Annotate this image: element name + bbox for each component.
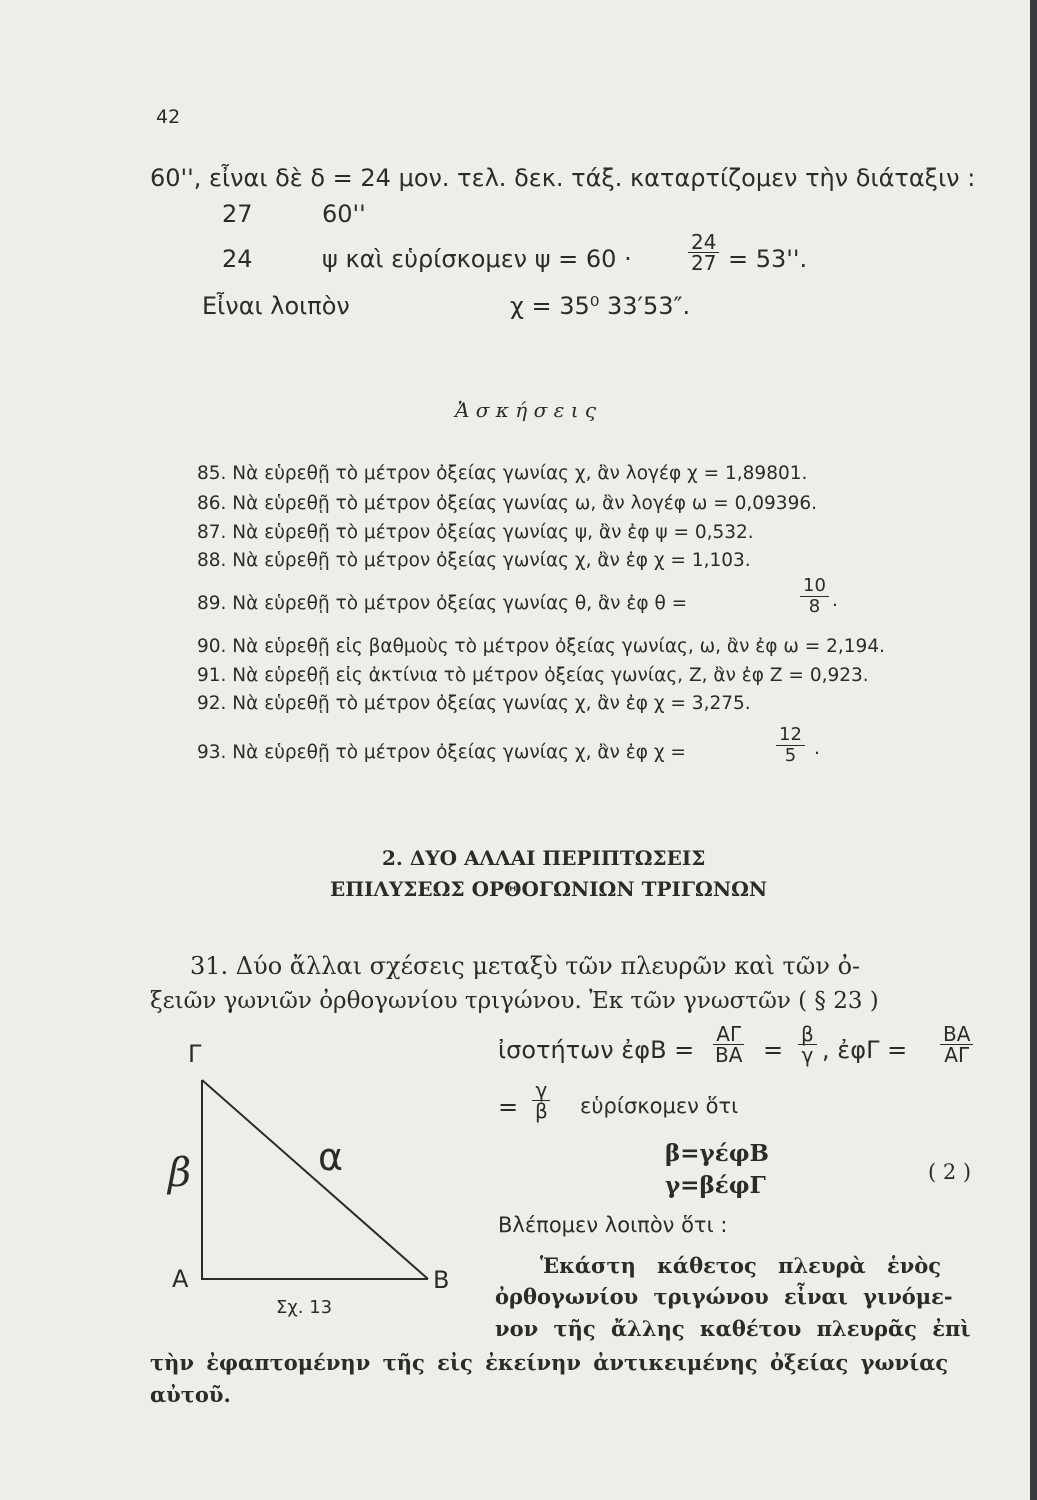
paragraph-line-1-text: 31. Δύο ἄλλαι σχέσεις μεταξὺ τῶν πλευρῶν καὶ τῶν ὀ- <box>190 952 861 980</box>
top-row4-b: χ = 35⁰ 33′53″. <box>510 292 691 320</box>
exercise-88: 88. Νὰ εὑρεθῇ τὸ μέτρον ὀξείας γωνίας χ, ἂν ἐφ χ = 1,103. <box>197 550 751 571</box>
fraction-denominator: 5 <box>784 745 797 766</box>
exercise-89-end: . <box>832 590 838 611</box>
top-row3-result: = 53''. <box>728 245 808 273</box>
fraction-denominator: ΒΑ <box>715 1043 743 1067</box>
exercise-87: 87. Νὰ εὑρεθῇ τὸ μέτρον ὀξείας γωνίας ψ, ἂν ἐφ ψ = 0,532. <box>197 522 754 543</box>
triangle-figure <box>160 1060 460 1300</box>
equals-sign: = <box>763 1036 784 1064</box>
formula-2: γ=βέφΓ <box>665 1172 766 1199</box>
fraction-numerator: 24 <box>688 232 719 253</box>
fraction-AG-BA <box>712 1024 745 1065</box>
vertex-label-A: Α <box>172 1265 189 1293</box>
top-row3-a: 24 <box>222 245 253 273</box>
fraction-denominator: β <box>535 1099 548 1123</box>
vertex-label-G: Γ <box>188 1040 202 1068</box>
exercise-85: 85. Νὰ εὑρεθῇ τὸ μέτρον ὀξείας γωνίας χ, ἂν λογέφ χ = 1,89801. <box>197 463 808 484</box>
exercise-93: 93. Νὰ εὑρεθῇ τὸ μέτρον ὀξείας γωνίας χ, ἂν ἐφ χ = <box>197 742 686 763</box>
exercise-92: 92. Νὰ εὑρεθῇ τὸ μέτρον ὀξείας γωνίας χ, ἂν ἐφ χ = 3,275. <box>197 693 751 714</box>
equals-sign-2: = <box>498 1093 519 1121</box>
rule-line-4: τὴν ἐφαπτομένην τῆς εἰς ἐκείνην ἀντικειμένης ὀξείας γωνίας <box>150 1350 949 1375</box>
section-title-2: ΕΠΙΛΥΣΕΩΣ ΟΡΘΟΓΩΝΙΩΝ ΤΡΙΓΩΝΩΝ <box>330 877 768 901</box>
paragraph-line-1 <box>190 952 860 980</box>
rule-line-2: ὀρθογωνίου τριγώνου εἶναι γινόμε- <box>495 1284 953 1309</box>
fraction-denominator: γ <box>801 1043 814 1067</box>
formula-1: β=γέφΒ <box>665 1140 769 1167</box>
fraction-denominator: ΑΓ <box>944 1043 970 1067</box>
isotiton-text: ἰσοτήτων ἐφΒ = <box>498 1036 695 1064</box>
triangle-hypotenuse <box>202 1080 428 1279</box>
top-row2-b: 60'' <box>322 200 366 228</box>
fraction-numerator: ΒΑ <box>940 1024 973 1045</box>
top-row3-text: ψ καὶ εὑρίσκομεν ψ = 60 · <box>322 245 632 273</box>
fraction-numerator: ΑΓ <box>713 1024 744 1045</box>
fraction-numerator: β <box>798 1024 817 1045</box>
fraction-BA-AG <box>940 1024 973 1065</box>
exercise-93-end: . <box>814 738 820 759</box>
exercise-90: 90. Νὰ εὑρεθῇ εἰς βαθμοὺς τὸ μέτρον ὀξείας γωνίας, ω, ἂν ἐφ ω = 2,194. <box>197 636 885 657</box>
fraction-g-b <box>532 1080 551 1121</box>
efG-text: , ἐφΓ = <box>822 1036 908 1064</box>
fraction-b-g <box>798 1024 817 1065</box>
formula-number: ( 2 ) <box>928 1160 972 1184</box>
rule-line-3: νον τῆς ἄλλης καθέτου πλευρᾶς ἐπὶ <box>495 1316 971 1341</box>
page-number: 42 <box>156 106 181 128</box>
fraction-denominator: 27 <box>691 251 717 275</box>
figure-caption: Σχ. 13 <box>276 1297 333 1318</box>
section-title-1: 2. ΔΥΟ ΑΛΛΑΙ ΠΕΡΙΠΤΩΣΕΙΣ <box>382 846 706 870</box>
page-edge-shadow <box>1030 0 1037 1500</box>
fraction-numerator: 12 <box>776 725 805 746</box>
fraction-numerator: γ <box>532 1080 550 1101</box>
side-label-b: β <box>168 1150 192 1196</box>
fraction-denominator: 8 <box>808 596 821 617</box>
fraction-numerator: 10 <box>800 576 829 597</box>
euriskomen-text: εὑρίσκομεν ὅτι <box>580 1094 739 1118</box>
top-line-1: 60'', εἶναι δὲ δ = 24 μον. τελ. δεκ. τάξ. καταρτίζομεν τὴν διάταξιν : <box>150 164 976 192</box>
vlepomen-text: Βλέπομεν λοιπὸν ὅτι : <box>498 1213 728 1237</box>
exercise-86: 86. Νὰ εὑρεθῇ τὸ μέτρον ὀξείας γωνίας ω, ἂν λογέφ ω = 0,09396. <box>197 493 818 514</box>
exercise-91: 91. Νὰ εὑρεθῇ εἰς ἀκτίνια τὸ μέτρον ὀξείας γωνίας, Ζ, ἂν ἐφ Ζ = 0,923. <box>197 665 869 686</box>
rule-line-1: Ἑκάστη κάθετος πλευρὰ ἑνὸς <box>540 1253 942 1278</box>
exercises-heading: Ἀ σ κ ή σ ε ι ς <box>455 398 597 422</box>
fraction-24-27 <box>688 232 719 273</box>
rule-line-5: αὐτοῦ. <box>150 1382 231 1407</box>
vertex-label-B: Β <box>433 1266 450 1294</box>
side-label-a: α <box>318 1135 344 1179</box>
paragraph-line-2: ξειῶν γωνιῶν ὀρθογωνίου τριγώνου. Ἐκ τῶν γνωστῶν ( § 23 ) <box>150 988 879 1014</box>
exercise-89: 89. Νὰ εὑρεθῇ τὸ μέτρον ὀξείας γωνίας θ, ἂν ἐφ θ = <box>197 593 688 614</box>
top-row4-a: Εἶναι λοιπὸν <box>202 292 350 320</box>
fraction-12-5 <box>776 725 805 766</box>
fraction-10-8 <box>800 576 829 617</box>
top-row2-a: 27 <box>222 200 253 228</box>
